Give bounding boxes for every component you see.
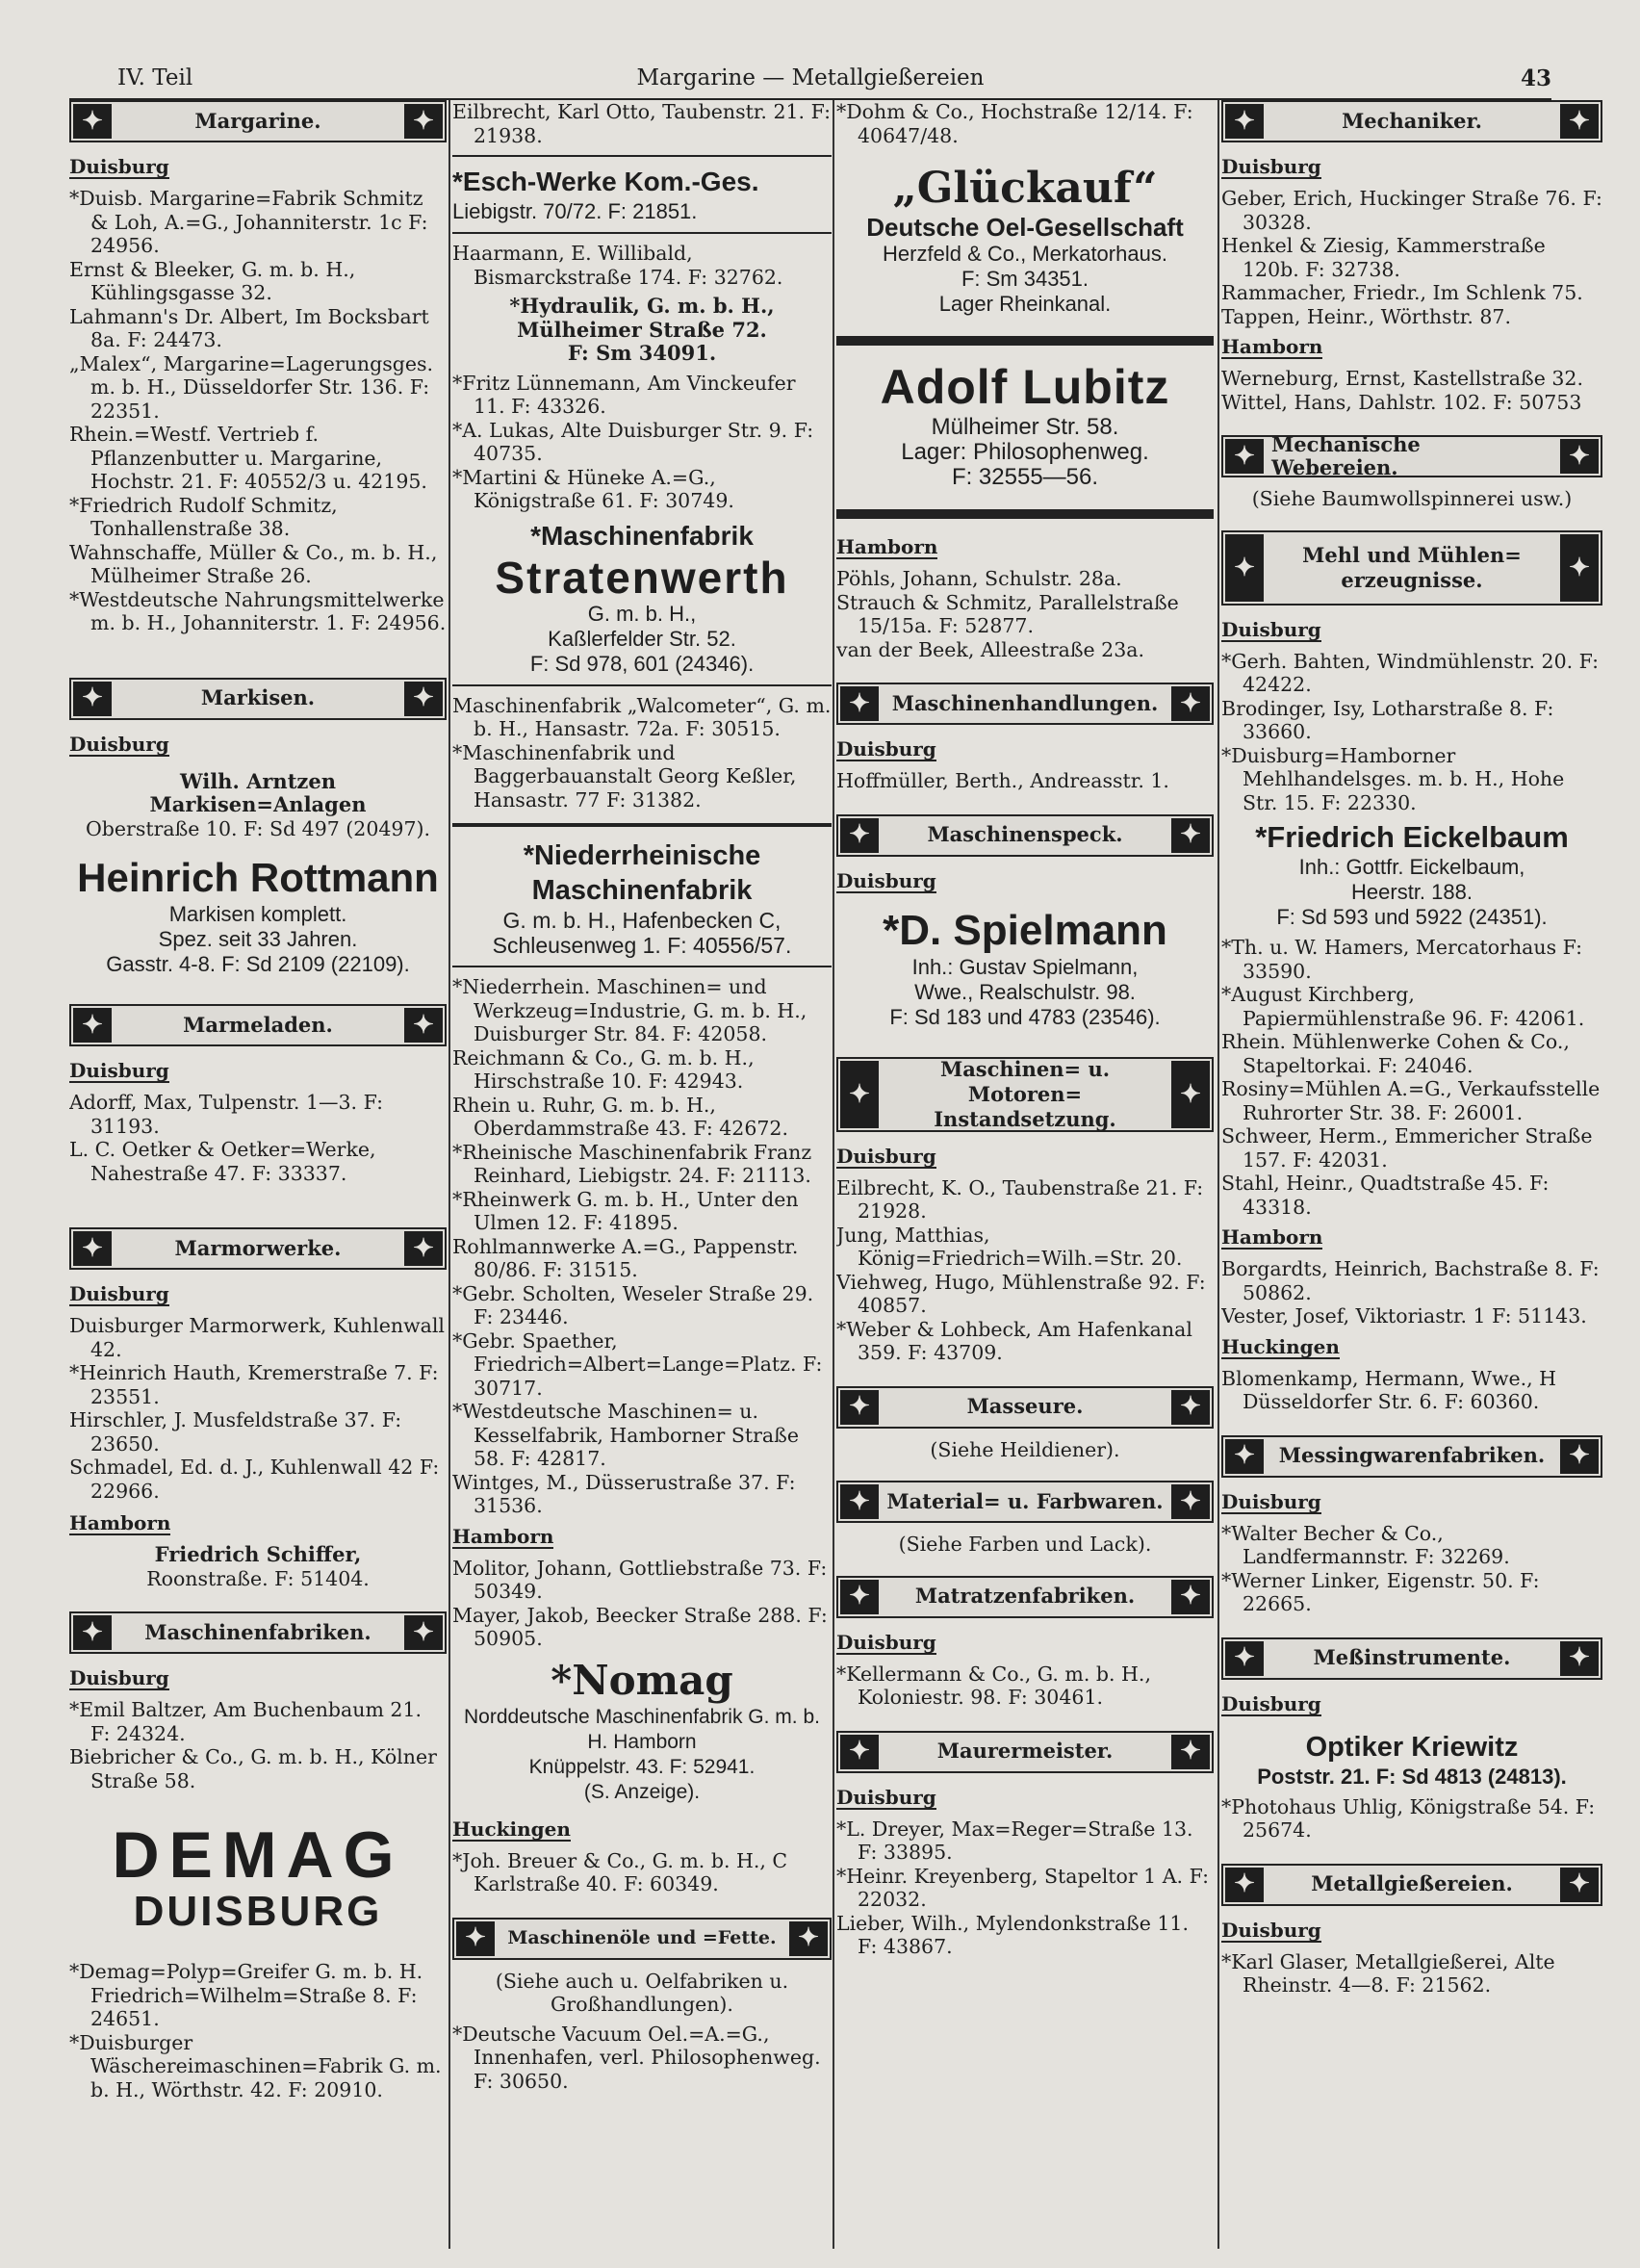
section-title: Mechaniker. — [1342, 108, 1482, 133]
ornament-icon: ✦ — [456, 1921, 495, 1956]
ornament-icon: ✦ — [1225, 534, 1264, 602]
list-item: *Weber & Lohbeck, Am Hafenkanal 359. F: 43709. — [836, 1317, 1192, 1364]
list-item: Reichmann & Co., G. m. b. H., Hirschstraße 10. F: 42943. — [452, 1045, 755, 1093]
list-item: Blomenkamp, Hermann, Wwe., H Düsseldorfer Str. 6. F: 60360. — [1221, 1366, 1557, 1413]
ornament-icon: ✦ — [1560, 1868, 1599, 1902]
list-item: Maschinenfabrik „Walcometer“, G. m. b. H., Hansastr. 72a. F: 30515. — [452, 693, 832, 740]
city-heading: Duisburg — [836, 1630, 936, 1654]
city-heading: Duisburg — [1221, 155, 1321, 178]
list-item: *Photohaus Uhlig, Königstraße 54. F: 25674. — [1221, 1794, 1596, 1842]
advertisement — [1221, 1730, 1602, 1790]
list-item: *Walter Becher & Co., Landfermannstr. F: 32269. — [1221, 1521, 1510, 1568]
section-title: Maschinenfabriken. — [144, 1619, 372, 1644]
section-title — [1254, 543, 1570, 593]
ornament-icon: ✦ — [840, 1735, 879, 1769]
section-title-line: Mehl und Mühlen= — [1302, 542, 1522, 567]
list-item: Hoffmüller, Berth., Andreasstr. 1. — [836, 769, 1169, 792]
ad-name: Heinrich Rottmann — [77, 855, 439, 900]
city-heading: Huckingen — [1221, 1334, 1340, 1358]
ad-line: Mülheimer Str. 58. — [931, 414, 1119, 440]
list-item: Lieber, Wilh., Mylendonkstraße 11. F: 43867. — [836, 1911, 1189, 1958]
list-item: *Th. u. W. Hamers, Mercatorhaus F: 33590. — [1221, 936, 1583, 983]
advertisement — [69, 854, 447, 977]
section-banner — [836, 814, 1214, 857]
ornament-icon: ✦ — [840, 686, 879, 721]
list-item: *Fritz Lünnemann, Am Vinckeufer 11. F: 43326. — [452, 371, 796, 418]
advertisement — [452, 295, 832, 366]
ad-line: Wwe., Realschulstr. 98. — [914, 979, 1136, 1004]
ornament-icon: ✦ — [789, 1921, 828, 1956]
city-heading: Duisburg — [1221, 1489, 1321, 1513]
section-banner — [69, 1004, 447, 1046]
ad-line: Lager Rheinkanal. — [938, 292, 1112, 316]
list-item: Henkel & Ziesig, Kammerstraße 120b. F: 32738. — [1221, 234, 1546, 281]
ad-name: *Friedrich Eickelbaum — [1255, 820, 1569, 854]
list-item: *Emil Baltzer, Am Buchenbaum 21. F: 24324. — [69, 1698, 423, 1745]
section-banner — [1221, 1864, 1602, 1906]
ad-line: Lager: Philosophenweg. — [901, 439, 1149, 465]
list-item: Rammacher, Friedr., Im Schlenk 75. — [1221, 281, 1583, 304]
section-title: Marmeladen. — [183, 1012, 333, 1037]
section-banner — [836, 1057, 1214, 1132]
list-item: *Heinr. Kreyenberg, Stapeltor 1 A. F: 22032. — [836, 1864, 1209, 1911]
ad-subtitle: Markisen=Anlagen — [149, 792, 367, 816]
city-heading: Duisburg — [69, 1666, 169, 1689]
ornament-icon: ✦ — [73, 1231, 112, 1266]
section-banner — [1221, 530, 1602, 606]
ornament-icon: ✦ — [73, 1615, 112, 1650]
section-banner — [1221, 1637, 1602, 1680]
list-item: Jung, Matthias, König=Friedrich=Wilh.=Str. 20. — [836, 1223, 1183, 1270]
ad-line: F: 32555—56. — [951, 464, 1099, 490]
list-item: *Friedrich Rudolf Schmitz, Tonhallenstraße 38. — [69, 493, 338, 540]
ornament-icon: ✦ — [1560, 104, 1599, 139]
list-item: *Duisburg=Hamborner Mehlhandelsges. m. b. H., Hohe Str. 15. F: 22330. — [1221, 743, 1565, 814]
ornament-icon: ✦ — [1225, 104, 1264, 139]
see-also-note: (Siehe Farben und Lack). — [898, 1533, 1152, 1556]
advertisement — [836, 165, 1214, 317]
section-banner — [836, 1731, 1214, 1773]
ad-line: F: Sm 34091. — [567, 341, 717, 365]
demag-logo — [69, 1818, 447, 1935]
ad-name: Wilh. Arntzen — [180, 768, 336, 793]
list-item: Molitor, Johann, Gottliebstraße 73. F: 50349. — [452, 1556, 828, 1603]
ornament-icon: ✦ — [404, 1231, 443, 1266]
list-item: Borgardts, Heinrich, Bachstraße 8. F: 50862. — [1221, 1257, 1600, 1304]
ad-line: Heerstr. 188. — [1351, 880, 1473, 904]
advertisement — [452, 165, 832, 224]
list-item: L. C. Oetker & Oetker=Werke, Nahestraße 47. F: 33337. — [69, 1138, 376, 1185]
ad-line: Deutsche Oel-Gesellschaft — [866, 213, 1184, 242]
ornament-icon: ✦ — [1171, 1580, 1210, 1614]
list-item: Rohlmannwerke A.=G., Pappenstr. 80/86. F: 31515. — [452, 1234, 799, 1281]
advertisement — [452, 519, 832, 677]
ad-line: *Maschinenfabrik — [530, 520, 754, 551]
advertisement — [836, 359, 1214, 490]
section-title: Messingwarenfabriken. — [1278, 1443, 1546, 1468]
list-item: Wittel, Hans, Dahlstr. 102. F: 50753 — [1221, 390, 1582, 414]
ornament-icon: ✦ — [73, 104, 112, 139]
ad-line: Knüppelstr. 43. F: 52941. — [528, 1755, 756, 1778]
ad-name: Optiker Kriewitz — [1305, 1731, 1519, 1763]
list-item: *Deutsche Vacuum Oel.=A.=G., Innenhafen, verl. Philosophenweg. F: 30650. — [452, 2022, 821, 2093]
list-item: *Martini & Hüneke A.=G., Königstraße 61. F: 30749. — [452, 465, 734, 512]
list-item: *Rheinische Maschinenfabrik Franz Reinhard, Liebigstr. 24. F: 21113. — [452, 1140, 812, 1187]
ad-name: Maschinenfabrik — [531, 875, 753, 906]
list-item: *Gerh. Bahten, Windmühlenstr. 20. F: 42422. — [1221, 649, 1600, 696]
ad-name: *Hydraulik, G. m. b. H., — [509, 294, 775, 318]
ornament-icon: ✦ — [404, 1615, 443, 1650]
list-item: Eilbrecht, Karl Otto, Taubenstr. 21. F: 21938. — [452, 100, 831, 147]
ad-line: Kaßlerfelder Str. 52. — [548, 626, 736, 651]
ornament-icon: ✦ — [1560, 1439, 1599, 1474]
ad-line: F: Sd 978, 601 (24346). — [529, 651, 755, 676]
section-banner — [836, 1481, 1214, 1523]
list-item: Stahl, Heinr., Quadtstraße 45. F: 43318. — [1221, 1172, 1550, 1219]
list-item: *Westdeutsche Nahrungsmittelwerke m. b. H., Johanniterstr. 1. F: 24956. — [69, 587, 447, 634]
list-item: Eilbrecht, K. O., Taubenstraße 21. F: 21928. — [836, 1175, 1204, 1223]
page-number: 43 — [1520, 65, 1551, 91]
ornament-icon: ✦ — [1225, 1641, 1264, 1676]
list-item: *Duisb. Margarine=Fabrik Schmitz & Loh, A.=G., Johanniterstr. 1c F: 24956. — [69, 187, 428, 257]
section-banner — [836, 1576, 1214, 1618]
section-banner — [1221, 431, 1602, 479]
ornament-icon: ✦ — [840, 818, 879, 853]
ornament-icon: ✦ — [404, 682, 443, 716]
ad-line: F: Sm 34351. — [961, 267, 1089, 291]
section-title: Maschinenspeck. — [927, 822, 1123, 847]
list-item: Strauch & Schmitz, Parallelstraße 15/15a. F: 52877. — [836, 590, 1179, 637]
list-item: Vester, Josef, Viktoriastr. 1 F: 51143. — [1221, 1304, 1587, 1327]
list-item: Friedrich Schiffer, — [154, 1542, 362, 1566]
city-heading: Duisburg — [69, 1059, 169, 1082]
list-item: Hirschler, J. Musfeldstraße 37. F: 23650. — [69, 1408, 402, 1456]
list-item: *A. Lukas, Alte Duisburger Str. 9. F: 40735. — [452, 418, 814, 465]
list-item: *L. Dreyer, Max=Reger=Straße 13. F: 33895. — [836, 1817, 1193, 1864]
ad-name: *D. Spielmann — [883, 906, 1167, 954]
list-item: Biebricher & Co., G. m. b. H., Kölner Straße 58. — [69, 1745, 437, 1792]
advertisement — [452, 838, 832, 958]
ornament-icon: ✦ — [1171, 1390, 1210, 1425]
section-title: Masseure. — [966, 1394, 1084, 1419]
section-title: Marmorwerke. — [174, 1235, 342, 1260]
list-item: *Werner Linker, Eigenstr. 50. F: 22665. — [1221, 1568, 1540, 1615]
list-item: van der Beek, Alleestraße 23a. — [836, 637, 1145, 661]
city-heading: Duisburg — [836, 1785, 936, 1809]
list-item: *Karl Glaser, Metallgießerei, Alte Rheinstr. 4—8. F: 21562. — [1221, 1949, 1555, 1997]
ad-address: Oberstraße 10. F: Sd 497 (20497). — [85, 816, 431, 840]
ad-name: *Niederrheinische — [523, 840, 761, 871]
advertisement — [69, 770, 447, 841]
list-item: Schmadel, Ed. d. J., Kuhlenwall 42 F: 22966. — [69, 1456, 440, 1503]
list-item: *Maschinenfabrik und Baggerbauanstalt Georg Keßler, Hansastr. 77 F: 31382. — [452, 740, 797, 812]
ornament-icon: ✦ — [73, 1008, 112, 1043]
ad-name: „Glückauf“ — [892, 164, 1158, 213]
ad-name: Adolf Lubitz — [880, 360, 1170, 414]
ornament-icon: ✦ — [840, 1580, 879, 1614]
list-item: *Heinrich Hauth, Kremerstraße 7. F: 23551. — [69, 1361, 439, 1408]
list-item: Adorff, Max, Tulpenstr. 1—3. F: 31193. — [69, 1091, 383, 1138]
ornament-icon: ✦ — [1225, 439, 1264, 474]
list-item: Schweer, Herm., Emmericher Straße 157. F: 42031. — [1221, 1124, 1593, 1172]
ad-line: (S. Anzeige). — [583, 1780, 701, 1803]
section-title-line: Maschinen= u. Motoren= — [939, 1056, 1111, 1106]
list-item: Rosiny=Mühlen A.=G., Verkaufsstelle Ruhrorter Str. 38. F: 26001. — [1221, 1077, 1601, 1124]
ad-line: Liebigstr. 70/72. F: 21851. — [452, 199, 698, 223]
list-item: *August Kirchberg, Papiermühlenstraße 96. F: 42061. — [1221, 983, 1585, 1030]
list-item: Mayer, Jakob, Beecker Straße 288. F: 50905. — [452, 1603, 828, 1650]
list-item: Viehweg, Hugo, Mühlenstraße 92. F: 40857. — [836, 1270, 1206, 1317]
ornament-icon: ✦ — [1225, 1439, 1264, 1474]
ornament-icon: ✦ — [73, 682, 112, 716]
ad-line: F: Sd 593 und 5922 (24351). — [1276, 905, 1548, 929]
list-item: Geber, Erich, Huckinger Straße 76. F: 30328. — [1221, 187, 1602, 234]
list-item: *Demag=Polyp=Greifer G. m. b. H. Friedrich=Wilhelm=Straße 8. F: 24651. — [69, 1960, 423, 2030]
see-also-note: (Siehe auch u. Oelfabriken u. Großhandlungen). — [495, 1969, 789, 2016]
ad-name: *Nomag — [551, 1656, 733, 1704]
ornament-icon: ✦ — [1225, 1868, 1264, 1902]
list-item: Rhein.=Westf. Vertrieb f. Pflanzenbutter u. Margarine, Hochstr. 21. F: 40552/3 u. 42195. — [69, 423, 427, 493]
section-banner — [69, 100, 447, 142]
ad-line: Poststr. 21. F: Sd 4813 (24813). — [1257, 1764, 1567, 1789]
section-title: Meßinstrumente. — [1313, 1645, 1511, 1670]
section-title: Markisen. — [200, 685, 316, 710]
list-item: Werneburg, Ernst, Kastellstraße 32. — [1221, 367, 1583, 390]
section-banner — [836, 1386, 1214, 1429]
list-item: Rhein u. Ruhr, G. m. b. H., Oberdammstraße 43. F: 42672. — [452, 1093, 788, 1140]
ad-line: G. m. b. H., — [587, 601, 697, 626]
city-heading: Hamborn — [1221, 335, 1323, 358]
column-4 — [1221, 100, 1602, 2264]
page-header — [69, 60, 1551, 100]
section-title: Maurermeister. — [936, 1739, 1114, 1764]
city-heading: Duisburg — [69, 1282, 169, 1305]
section-title: Material= u. Farbwaren. — [886, 1488, 1164, 1513]
ornament-icon: ✦ — [1171, 818, 1210, 853]
ad-name: *Esch-Werke Kom.-Ges. — [452, 167, 759, 196]
column-2 — [452, 100, 832, 2264]
ad-line: Mülheimer Straße 72. — [517, 317, 767, 342]
section-banner — [1221, 100, 1602, 142]
list-item: Pöhls, Johann, Schulstr. 28a. — [836, 567, 1122, 590]
city-heading: Duisburg — [836, 1144, 936, 1168]
list-item: „Malex“, Margarine=Lagerungsges. m. b. H., Düsseldorfer Str. 136. F: 22351. — [69, 351, 434, 423]
ornament-icon: ✦ — [1171, 1061, 1210, 1128]
section-title: Margarine. — [194, 108, 321, 133]
list-item: Duisburger Marmorwerk, Kuhlenwall 42. — [69, 1314, 445, 1361]
column-3 — [836, 100, 1214, 2264]
list-item: Wahnschaffe, Müller & Co., m. b. H., Mülheimer Straße 26. — [69, 540, 438, 587]
ad-line: Gasstr. 4-8. F: Sd 2109 (22109). — [106, 952, 410, 976]
city-heading: Duisburg — [69, 155, 169, 178]
list-item: *Rheinwerk G. m. b. H., Unter den Ulmen 12. F: 41895. — [452, 1187, 799, 1234]
section-banner — [69, 1611, 447, 1654]
ad-name: Stratenwerth — [495, 552, 789, 603]
logo-text: DUISBURG — [133, 1888, 383, 1935]
city-heading: Duisburg — [836, 737, 936, 760]
section-banner — [69, 678, 447, 720]
city-heading: Duisburg — [836, 868, 936, 892]
ad-line: Markisen komplett. — [168, 902, 347, 926]
advertisement — [836, 907, 1214, 1030]
column-rule — [1217, 100, 1219, 2249]
ad-line: Schleusenweg 1. F: 40556/57. — [492, 933, 792, 958]
city-heading: Hamborn — [452, 1524, 554, 1548]
running-title: Margarine — Metallgießereien — [636, 65, 985, 90]
column-rule — [448, 100, 450, 2249]
list-item: Brodinger, Isy, Lotharstraße 8. F: 33660. — [1221, 696, 1554, 743]
ad-line: Herzfeld & Co., Merkatorhaus. — [883, 242, 1167, 266]
section-title: Mechanische Webereien. — [1271, 431, 1421, 479]
city-heading: Duisburg — [1221, 617, 1321, 641]
ornament-icon: ✦ — [1560, 1641, 1599, 1676]
section-title: Maschinenöle und =Fette. — [507, 1927, 777, 1949]
list-item: *Joh. Breuer & Co., G. m. b. H., C Karlstraße 40. F: 60349. — [452, 1848, 788, 1895]
city-heading: Hamborn — [69, 1511, 171, 1534]
ornament-icon: ✦ — [1171, 1735, 1210, 1769]
ad-line: F: Sd 183 und 4783 (23546). — [889, 1004, 1161, 1029]
city-heading: Duisburg — [1221, 1918, 1321, 1942]
column-1 — [69, 100, 447, 2264]
city-heading: Hamborn — [1221, 1225, 1323, 1249]
section-banner — [836, 683, 1214, 725]
list-item: Wintges, M., Düsserustraße 37. F: 31536. — [452, 1470, 796, 1517]
list-item: Roonstraße. F: 51404. — [146, 1566, 370, 1590]
ornament-icon: ✦ — [840, 1484, 879, 1519]
list-item: *Westdeutsche Maschinen= u. Kesselfabrik, Hamborner Straße 58. F: 42817. — [452, 1400, 799, 1470]
advertisement — [1221, 820, 1602, 930]
city-heading: Huckingen — [452, 1817, 571, 1841]
list-item: Ernst & Bleeker, G. m. b. H., Kühlingsgasse 32. — [69, 257, 356, 304]
see-also-note: (Siehe Heildiener). — [930, 1437, 1120, 1461]
list-item: *Duisburger Wäschereimaschinen=Fabrik G. m. b. H., Wörthstr. 42. F: 20910. — [69, 2030, 442, 2101]
ornament-icon: ✦ — [1171, 686, 1210, 721]
ornament-icon: ✦ — [404, 104, 443, 139]
ad-line: Inh.: Gottfr. Eickelbaum, — [1298, 855, 1525, 879]
list-item: *Niederrhein. Maschinen= und Werkzeug=Industrie, G. m. b. H., Duisburger Str. 84. F: 42058. — [452, 975, 807, 1045]
see-also-note: (Siehe Baumwollspinnerei usw.) — [1251, 487, 1573, 510]
ornament-icon: ✦ — [1560, 534, 1599, 602]
ornament-icon: ✦ — [1171, 1484, 1210, 1519]
ad-line: Spez. seit 33 Jahren. — [158, 927, 358, 951]
section-banner — [1221, 1435, 1602, 1478]
ornament-icon: ✦ — [840, 1061, 879, 1128]
section-banner — [452, 1918, 832, 1960]
section-banner — [69, 1227, 447, 1270]
column-rule — [833, 100, 834, 2249]
ad-line: Inh.: Gustav Spielmann, — [911, 954, 1139, 979]
section-title-line: erzeugnisse. — [1341, 567, 1483, 592]
list-item: Haarmann, E. Willibald, Bismarckstraße 174. F: 32762. — [452, 242, 783, 289]
section-title — [838, 1057, 1212, 1132]
section-title: Metallgießereien. — [1311, 1871, 1513, 1896]
list-item: *Gebr. Spaether, Friedrich=Albert=Lange=Platz. F: 30717. — [452, 1328, 823, 1400]
advertisement — [452, 1657, 832, 1805]
section-title-line: Instandsetzung. — [934, 1106, 1116, 1131]
city-heading: Hamborn — [836, 535, 938, 558]
ad-line: Norddeutsche Maschinenfabrik G. m. b. H. Hamborn — [463, 1705, 820, 1753]
ornament-icon: ✦ — [840, 1390, 879, 1425]
list-item: *Dohm & Co., Hochstraße 12/14. F: 40647/48. — [836, 100, 1193, 147]
ad-line: G. m. b. H., Hafenbecken C, — [502, 908, 782, 933]
section-title: Matratzenfabriken. — [914, 1584, 1136, 1609]
list-item: *Kellermann & Co., G. m. b. H., Koloniestr. 98. F: 30461. — [836, 1662, 1151, 1709]
city-heading: Duisburg — [69, 732, 169, 756]
part-label: IV. Teil — [117, 65, 193, 90]
list-item: Tappen, Heinr., Wörthstr. 87. — [1221, 304, 1511, 328]
ornament-icon: ✦ — [404, 1008, 443, 1043]
logo-text: DEMAG — [112, 1818, 404, 1892]
list-item: Lahmann's Dr. Albert, Im Bocksbart 8a. F: 24473. — [69, 304, 429, 351]
section-title: Maschinenhandlungen. — [891, 690, 1159, 715]
ornament-icon: ✦ — [1560, 439, 1599, 474]
list-item: Rhein. Mühlenwerke Cohen & Co., Stapeltorkai. F: 24046. — [1221, 1030, 1570, 1077]
list-item: *Gebr. Scholten, Weseler Straße 29. F: 23446. — [452, 1281, 814, 1328]
city-heading: Duisburg — [1221, 1691, 1321, 1715]
